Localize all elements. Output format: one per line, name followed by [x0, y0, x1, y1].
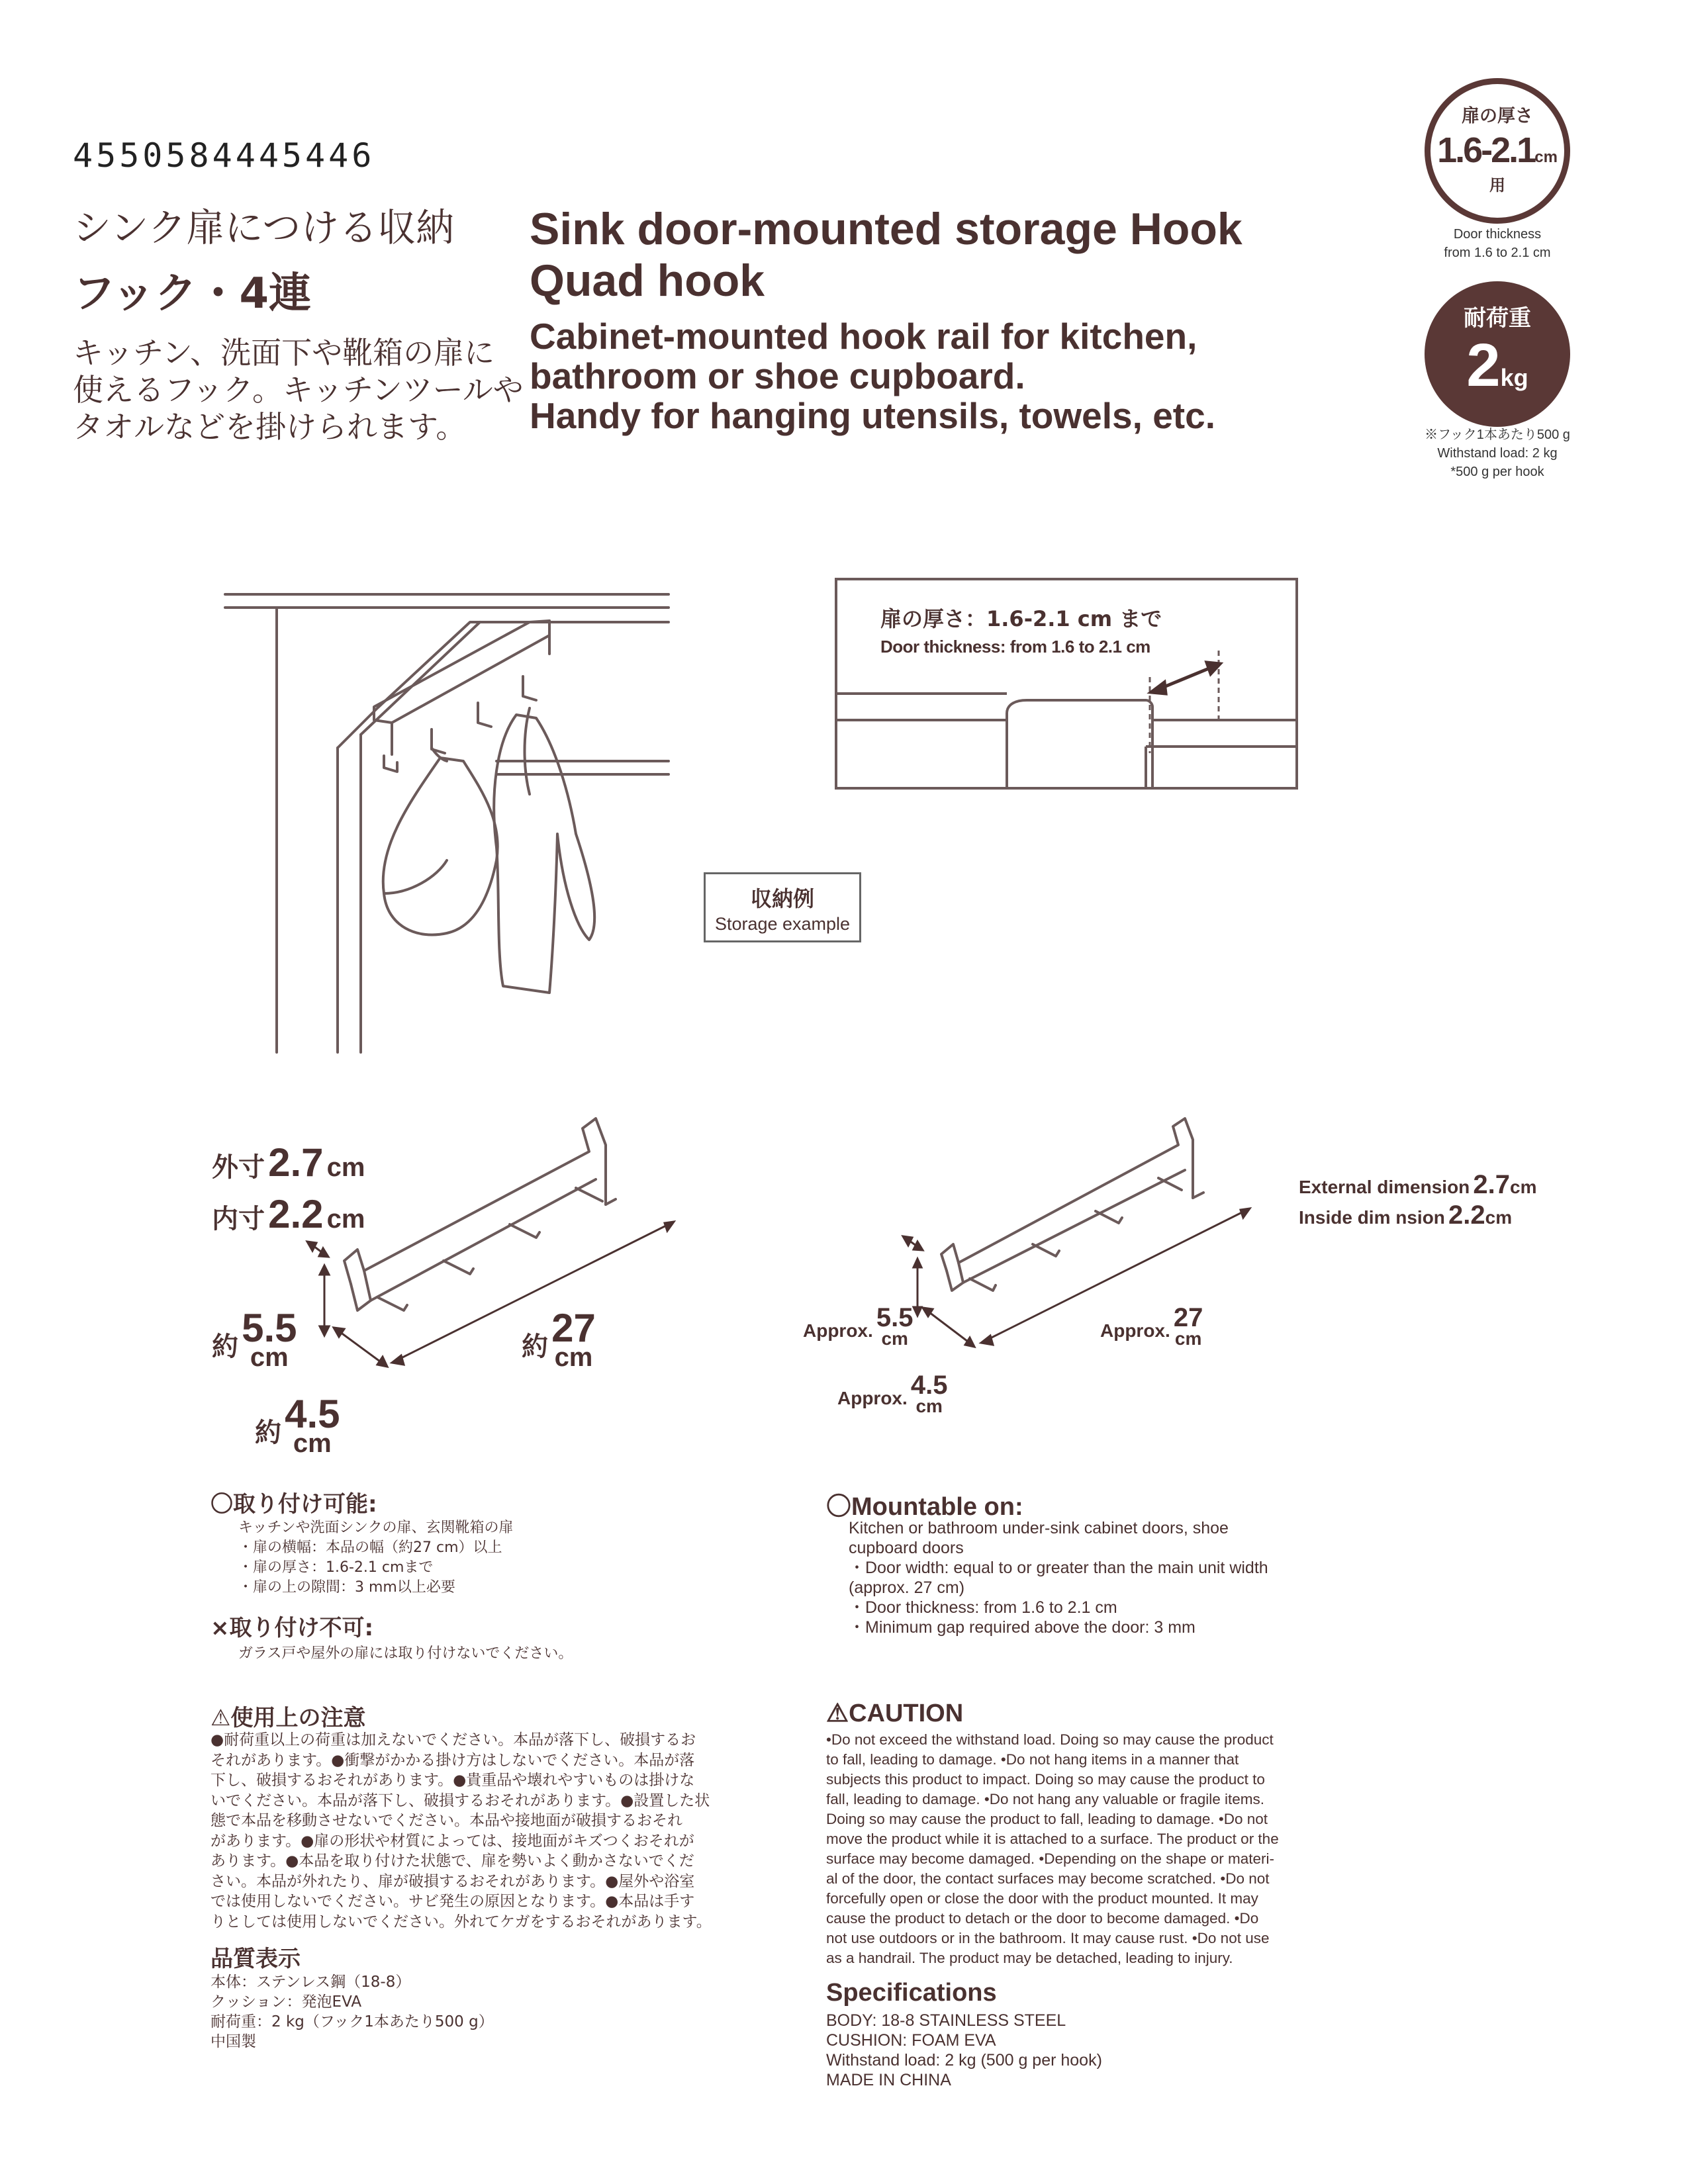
mountable-heading-en: 〇Mountable on: — [826, 1493, 1023, 1521]
note-line: Withstand load: 2 kg — [1437, 446, 1558, 461]
not-mountable-list-jp — [238, 1644, 573, 1664]
width-dimension-jp — [522, 1306, 596, 1372]
inner-label: 内寸 — [212, 1204, 265, 1234]
spec-item: Withstand load: 2 kg (500 g per hook) — [826, 2051, 1102, 2070]
badge-load-value: 2 — [1466, 332, 1501, 399]
approx-label: 約 — [522, 1332, 548, 1362]
badge-thickness-value: 1.6-2.1 — [1437, 130, 1535, 170]
desc-jp — [73, 334, 524, 445]
outer-value: 2.7 — [268, 1140, 324, 1185]
depth-dimension-jp — [255, 1392, 340, 1458]
width-value: 27 — [551, 1306, 596, 1350]
badge-thickness-top: 扉の厚さ — [1462, 106, 1533, 126]
height-dimension-jp — [212, 1306, 297, 1372]
door-thickness-badge — [1425, 78, 1570, 224]
storage-example-jp: 収納例 — [750, 886, 814, 911]
hook-dimension-drawing-en — [887, 1112, 1284, 1403]
approx-label: Approx. — [837, 1388, 908, 1408]
external-label: External dimension — [1299, 1177, 1470, 1197]
mountable-item: Kitchen or bathroom under-sink cabinet doors, shoe — [849, 1519, 1229, 1537]
caution-line: 下し、破損するおそれがあります。●貴重品や壊れやすいものは掛けな — [211, 1772, 695, 1789]
caution-line: fall, leading to damage. •Do not hang any valuable or fragile items. — [826, 1791, 1265, 1807]
width-value: 27 — [1173, 1303, 1203, 1332]
desc-en-line: Cabinet-mounted hook rail for kitchen, — [530, 316, 1197, 357]
approx-label: 約 — [255, 1418, 281, 1448]
depth-dimension-en — [837, 1371, 948, 1417]
storage-example-en: Storage example — [714, 914, 851, 934]
not-mountable-heading-jp: ×取り付け不可: — [211, 1615, 374, 1641]
mountable-item: (approx. 27 cm) — [849, 1578, 965, 1597]
spec-item: CUSHION: FOAM EVA — [826, 2031, 996, 2050]
caution-line: not use outdoors or in the bathroom. It may cause rust. •Do not use — [826, 1930, 1270, 1946]
caution-line: Doing so may cause the product to fall, leading to damage. •Do not — [826, 1811, 1268, 1827]
caution-line: surface may become damaged. •Depending on the shape or materi- — [826, 1850, 1275, 1867]
desc-en-line: Handy for hanging utensils, towels, etc. — [530, 395, 1215, 436]
external-dimension-en — [1299, 1170, 1536, 1200]
quality-item: 本体：ステンレス鋼（18-8） — [211, 1974, 411, 1991]
mountable-item: cupboard doors — [849, 1539, 964, 1557]
mountable-item: ・Door thickness: from 1.6 to 2.1 cm — [849, 1598, 1117, 1617]
caution-line: では使用しないでください。サビ発生の原因となります。●本品は手す — [211, 1893, 695, 1910]
inner-value: 2.2 — [268, 1192, 324, 1236]
caution-line: さい。本品が外れたり、扉が破損するおそれがあります。●屋外や浴室 — [211, 1872, 695, 1890]
inner-dimension-jp — [212, 1191, 365, 1237]
specifications-list-en — [826, 2011, 1102, 2090]
spec-item: BODY: 18-8 STAINLESS STEEL — [826, 2011, 1066, 2030]
height-unit: cm — [881, 1328, 908, 1349]
caution-text-jp — [211, 1730, 806, 1932]
caution-line: があります。●扉の形状や材質によっては、接地面がキズつくおそれが — [211, 1832, 694, 1850]
caution-line: to fall, leading to damage. •Do not hang items in a manner that — [826, 1751, 1239, 1768]
door-thickness-label-jp: 扉の厚さ：1.6-2.1 cm まで — [880, 606, 1162, 631]
caution-line: それがあります。●衝撃がかかる掛け方はしないでください。本品が落 — [211, 1751, 695, 1769]
mountable-item: ・扉の上の隙間：3 mm以上必要 — [238, 1579, 455, 1596]
inside-unit: cm — [1485, 1207, 1513, 1228]
desc-en-line: bathroom or shoe cupboard. — [530, 355, 1025, 396]
desc-jp-line: キッチン、洗面下や靴箱の扉に — [73, 335, 495, 371]
caution-heading-jp: ⚠使用上の注意 — [211, 1705, 366, 1731]
door-thickness-note — [1418, 225, 1577, 262]
quality-list-jp — [211, 1972, 494, 2052]
outer-unit: cm — [326, 1153, 365, 1182]
depth-value: 4.5 — [285, 1392, 340, 1436]
title-jp-line1: シンク扉につける収納 — [73, 205, 455, 250]
approx-label: 約 — [212, 1332, 238, 1362]
note-line: ※フック1本あたり500 g — [1425, 428, 1570, 442]
caution-line: subjects this product to impact. Doing so may cause the product to — [826, 1771, 1265, 1788]
mountable-list-en — [849, 1518, 1268, 1637]
height-value: 5.5 — [242, 1306, 297, 1350]
width-dimension-en — [1100, 1303, 1203, 1349]
not-mountable-item: ガラス戸や屋外の扉には取り付けないでください。 — [238, 1645, 573, 1662]
caution-heading-en: ⚠CAUTION — [826, 1700, 964, 1727]
note-line: *500 g per hook — [1450, 465, 1544, 479]
outer-dimension-jp — [212, 1140, 365, 1185]
caution-line: あります。●本品を取り付けた状態で、扉を勢いよく動かさないでくだ — [211, 1852, 694, 1870]
withstand-load-note — [1418, 426, 1577, 481]
title-jp-line2: フック・4連 — [73, 269, 312, 318]
badge-thickness-unit: cm — [1534, 148, 1558, 166]
approx-label: Approx. — [1100, 1320, 1170, 1341]
depth-unit: cm — [293, 1429, 332, 1458]
desc-jp-line: 使えるフック。キッチンツールや — [73, 372, 524, 408]
mountable-item: ・扉の横幅：本品の幅（約27 cm）以上 — [238, 1539, 502, 1556]
caution-line: りとしては使用しないでください。外れてケガをするおそれがあります。 — [211, 1913, 712, 1931]
mountable-list-jp — [238, 1518, 513, 1598]
caution-line: forcefully open or close the door with the product mounted. It may — [826, 1890, 1258, 1907]
external-unit: cm — [1510, 1177, 1537, 1197]
storage-example-label — [704, 872, 861, 942]
quality-item: 中国製 — [211, 2033, 256, 2050]
spec-item: MADE IN CHINA — [826, 2071, 951, 2089]
caution-line: 態で本品を移動させないでください。本品や接地面が破損するおそれ — [211, 1812, 682, 1829]
door-thickness-label-en: Door thickness: from 1.6 to 2.1 cm — [880, 637, 1150, 657]
title-en-line2: Quad hook — [530, 255, 765, 306]
caution-line: move the product while it is attached to a surface. The product or the — [826, 1831, 1279, 1847]
outer-label: 外寸 — [212, 1152, 265, 1183]
desc-jp-line: タオルなどを掛けられます。 — [73, 409, 467, 445]
caution-line: •Do not exceed the withstand load. Doing so may cause the product — [826, 1731, 1274, 1748]
height-value: 5.5 — [876, 1303, 914, 1332]
width-unit: cm — [554, 1343, 593, 1372]
badge-load-top: 耐荷重 — [1464, 305, 1531, 332]
mountable-heading-jp: 〇取り付け可能: — [211, 1491, 377, 1518]
inside-dimension-en — [1299, 1201, 1512, 1230]
quality-item: クッション：発泡EVA — [211, 1993, 362, 2011]
mountable-item: ・Minimum gap required above the door: 3 mm — [849, 1618, 1196, 1637]
mountable-item: ・扉の厚さ：1.6-2.1 cmまで — [238, 1559, 434, 1576]
caution-line: cause the product to detach or the door to become damaged. •Do — [826, 1910, 1259, 1927]
note-line: from 1.6 to 2.1 cm — [1444, 246, 1551, 260]
quality-heading-jp: 品質表示 — [211, 1946, 301, 1972]
note-line: Door thickness — [1453, 227, 1542, 242]
caution-line: ●耐荷重以上の荷重は加えないでください。本品が落下し、破損するお — [211, 1731, 696, 1749]
inside-value: 2.2 — [1448, 1201, 1485, 1230]
width-unit: cm — [1174, 1328, 1202, 1349]
height-dimension-en — [803, 1303, 914, 1349]
caution-line: al of the door, the contact surfaces may become scratched. •Do not — [826, 1870, 1270, 1887]
mountable-item: ・Door width: equal to or greater than the main unit width — [849, 1559, 1268, 1577]
depth-unit: cm — [915, 1396, 943, 1416]
inner-unit: cm — [326, 1205, 365, 1234]
caution-text-en — [826, 1730, 1289, 1968]
desc-en — [530, 316, 1215, 435]
mountable-item: キッチンや洗面シンクの扉、玄関靴箱の扉 — [238, 1520, 514, 1536]
caution-line: いでください。本品が落下し、破損するおそれがあります。●設置した状 — [211, 1792, 710, 1809]
badge-load-unit: kg — [1500, 364, 1528, 391]
approx-label: Approx. — [803, 1320, 873, 1341]
height-unit: cm — [250, 1343, 289, 1372]
barcode-number: 4550584445446 — [73, 136, 375, 175]
withstand-load-badge — [1425, 281, 1570, 427]
specifications-heading-en: Specifications — [826, 1979, 997, 2007]
storage-example-illustration — [218, 582, 695, 1059]
quality-item: 耐荷重：2 kg（フック1本あたり500 g） — [211, 2013, 494, 2030]
depth-value: 4.5 — [910, 1371, 948, 1400]
title-en-line1: Sink door-mounted storage Hook — [530, 204, 1243, 254]
badge-thickness-bottom: 用 — [1489, 176, 1505, 195]
external-value: 2.7 — [1473, 1170, 1510, 1199]
caution-line: as a handrail. The product may be detached, leading to injury. — [826, 1950, 1233, 1966]
inside-label: Inside dim nsion — [1299, 1207, 1445, 1228]
